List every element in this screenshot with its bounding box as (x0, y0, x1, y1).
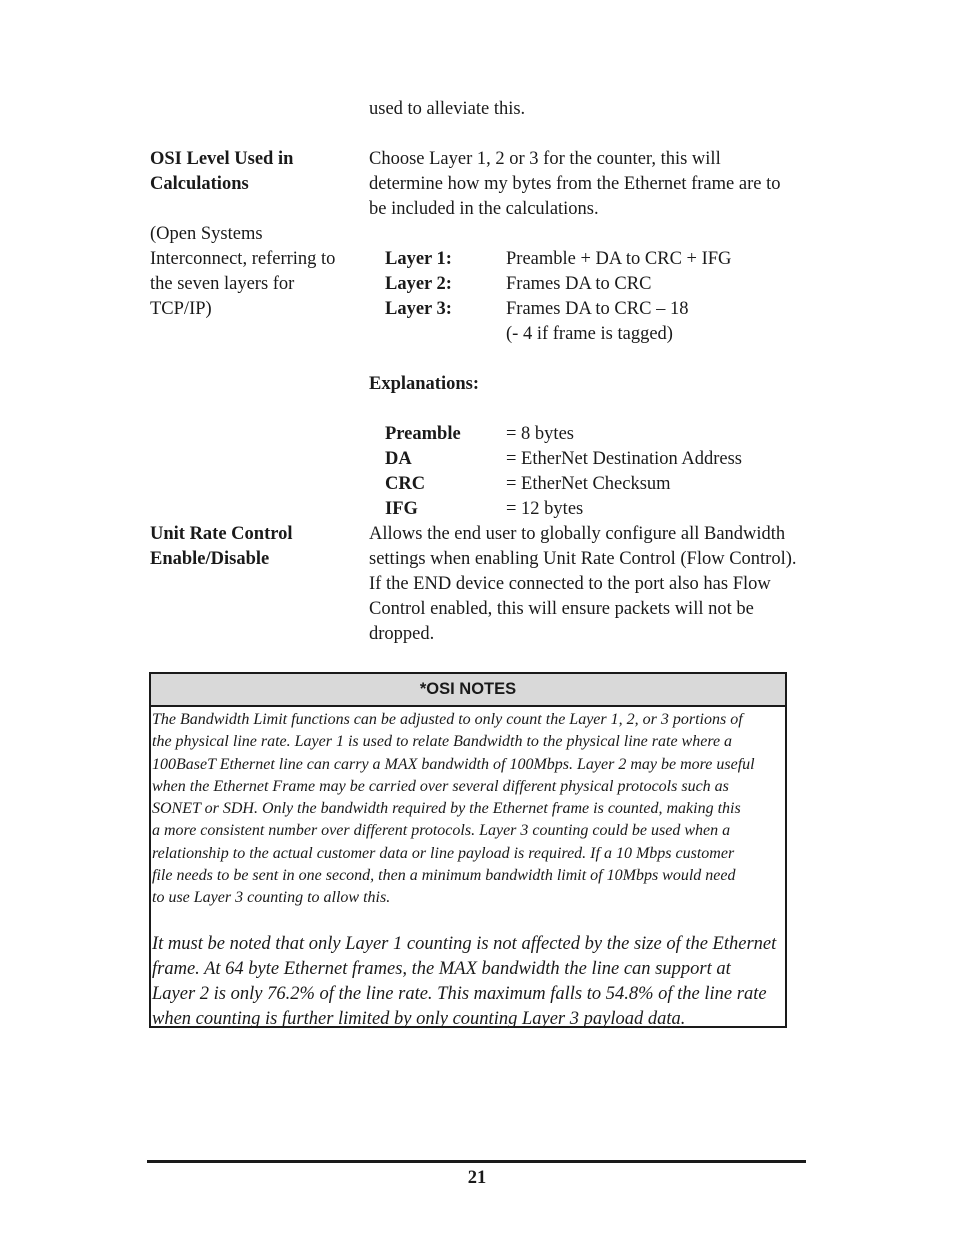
layer-2-value: Frames DA to CRC (506, 274, 652, 294)
osi-notes-p1-line: to use Layer 3 counting to allow this. (152, 889, 391, 907)
osi-notes-paragraph-1 (151, 707, 785, 910)
layer-3-name: Layer 3: (385, 299, 452, 319)
unit-rate-label (150, 522, 293, 572)
unit-rate-label-line: Unit Rate Control (150, 524, 293, 544)
osi-notes-p1-line: 100BaseT Ethernet line can carry a MAX bandwidth of 100Mbps. Layer 2 may be more useful (152, 755, 755, 773)
layer-3-extra: (- 4 if frame is tagged) (506, 324, 673, 344)
explanation-def-ifg: = 12 bytes (506, 499, 584, 519)
osi-notes-box (149, 672, 787, 1028)
osi-level-desc-line: Choose Layer 1, 2 or 3 for the counter, this will (369, 149, 721, 169)
osi-notes-p1-line: when the Ethernet Frame may be carried over several different physical protocols such as (152, 777, 729, 795)
layer-1-value: Preamble + DA to CRC + IFG (506, 249, 732, 269)
explanation-def-da: = EtherNet Destination Address (506, 449, 742, 469)
osi-notes-p2-line: It must be noted that only Layer 1 counting is not affected by the size of the Ethernet (152, 933, 777, 954)
unit-rate-desc-line: dropped. (369, 624, 435, 644)
osi-notes-p1-line: a more consistent number over different protocols. Layer 3 counting could be used when a (152, 822, 731, 840)
osi-level-note-line: Interconnect, referring to (150, 249, 336, 269)
osi-notes-p2-line: when counting is further limited by only counting Layer 3 payload data. (152, 1008, 686, 1029)
unit-rate-desc-line: If the END device connected to the port also has Flow (369, 574, 771, 594)
layer-1-name: Layer 1: (385, 249, 452, 269)
explanation-def-crc: = EtherNet Checksum (506, 474, 671, 494)
osi-level-label-line: Calculations (150, 174, 249, 194)
explanation-term-da: DA (385, 449, 412, 469)
osi-level-note-line: the seven layers for (150, 274, 295, 294)
osi-level-note-line: TCP/IP) (150, 299, 212, 319)
osi-level-label (150, 147, 293, 197)
osi-notes-p1-line: The Bandwidth Limit functions can be adjusted to only count the Layer 1, 2, or 3 portions of (152, 711, 743, 728)
osi-level-desc-line: be included in the calculations. (369, 199, 599, 219)
osi-notes-p2-line: Layer 2 is only 76.2% of the line rate. This maximum falls to 54.8% of the line rate (152, 983, 767, 1004)
layer-2-name: Layer 2: (385, 274, 452, 294)
osi-level-description (369, 147, 780, 222)
explanation-term-preamble: Preamble (385, 424, 461, 444)
osi-notes-paragraph-2 (151, 932, 785, 1032)
unit-rate-label-line: Enable/Disable (150, 549, 270, 569)
osi-level-note (150, 222, 335, 322)
explanation-term-crc: CRC (385, 474, 426, 494)
explanation-def-preamble: = 8 bytes (506, 424, 574, 444)
osi-notes-p1-line: file needs to be sent in one second, then a minimum bandwidth limit of 10Mbps would need (152, 867, 736, 885)
explanation-term-ifg: IFG (385, 499, 418, 519)
osi-level-label-line: OSI Level Used in (150, 149, 294, 169)
unit-rate-description (369, 522, 797, 647)
unit-rate-desc-line: Allows the end user to globally configure all Bandwidth (369, 524, 786, 544)
unit-rate-desc-line: Control enabled, this will ensure packets will not be (369, 599, 754, 619)
osi-notes-p1-line: the physical line rate. Layer 1 is used to relate Bandwidth to the physical line rate where a (152, 733, 733, 751)
unit-rate-desc-line: settings when enabling Unit Rate Control (Flow Control). (369, 549, 797, 569)
layer-3-value: Frames DA to CRC – 18 (506, 299, 689, 319)
osi-notes-title: *OSI NOTES (151, 674, 785, 707)
osi-level-desc-line: determine how my bytes from the Ethernet frame are to (369, 174, 781, 194)
footer-rule (147, 1160, 806, 1163)
osi-notes-p2-line: frame. At 64 byte Ethernet frames, the MAX bandwidth the line can support at (152, 958, 731, 979)
page-number: 21 (467, 1168, 487, 1188)
osi-notes-p1-line: SONET or SDH. Only the bandwidth required by the Ethernet frame is counted, making this (152, 800, 741, 818)
explanations-heading: Explanations: (369, 374, 480, 394)
osi-level-note-line: (Open Systems (150, 224, 263, 244)
continuation-text: used to alleviate this. (369, 99, 526, 119)
osi-notes-p1-line: relationship to the actual customer data or line payload is required. If a 10 Mbps customer (152, 844, 735, 862)
